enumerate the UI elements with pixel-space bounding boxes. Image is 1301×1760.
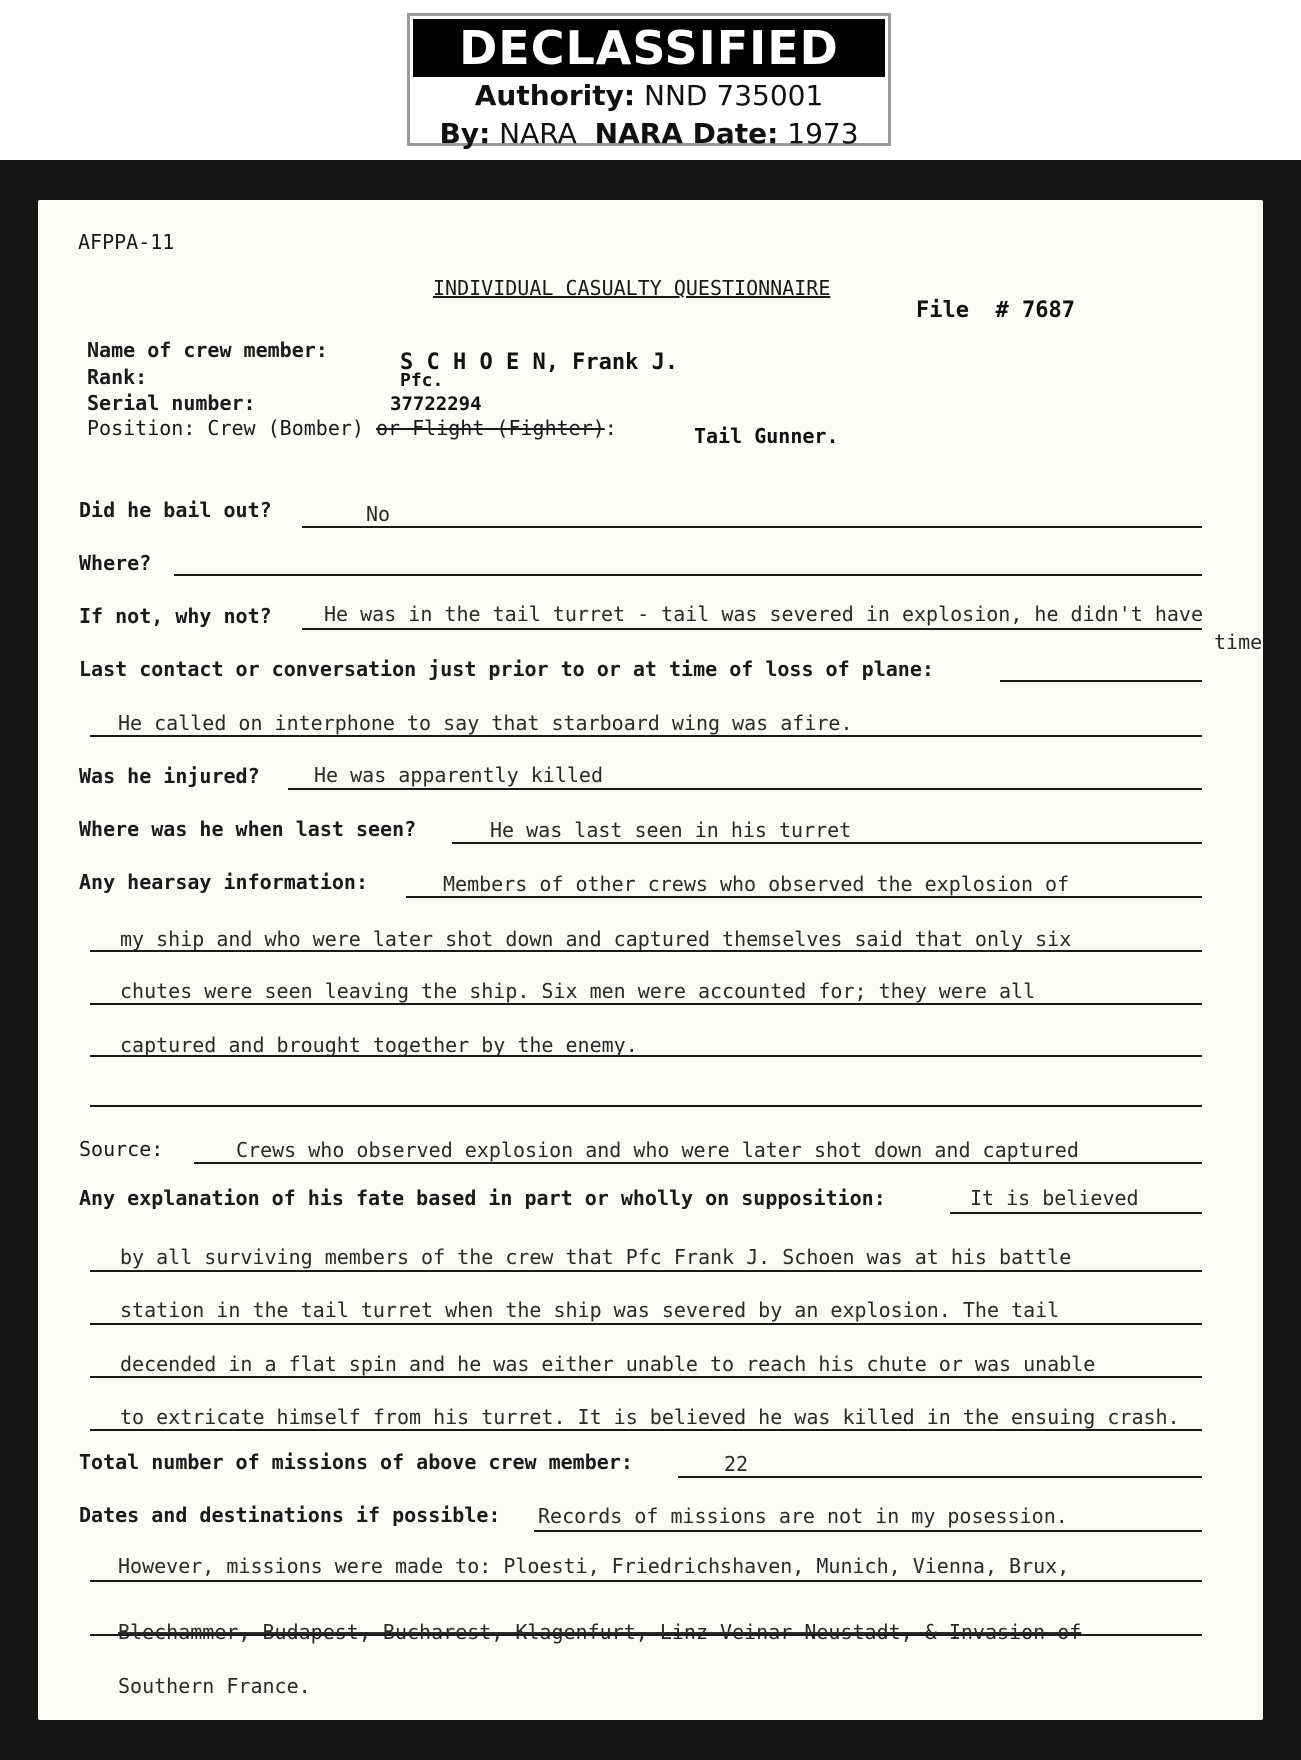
rank-value: Pfc. [400,370,444,391]
explanation-rule-1 [90,1270,1202,1272]
dates-rule-2 [90,1634,1202,1636]
hearsay-line-4: captured and brought together by the enemy. [120,1033,638,1057]
questionnaire-page [38,200,1263,1720]
explanation-rule-0 [950,1212,1202,1214]
hearsay-rule-1 [406,896,1202,898]
explanation-line-4: to extricate himself from his turret. It is believed he was killed in the ensuing crash. [120,1405,1180,1429]
declassified-stamp [407,13,891,150]
file-number: File # 7687 [916,298,1075,323]
where-label: Where? [79,551,152,575]
hearsay-rule-3 [90,1003,1202,1005]
explanation-rule-4 [90,1429,1202,1431]
lastseen-value: He was last seen in his turret [490,818,852,842]
serial-label: Serial number: [87,391,256,415]
position-label: Position: Crew (Bomber) or Flight (Fighter): [87,416,617,440]
hearsay-rule-2 [90,950,1202,952]
stamp-authority: Authority: NND 735001 [474,79,824,112]
stamp-by-date: By: NARA NARA Date: 1973 [439,117,859,150]
why-value-cont: time [1214,630,1263,654]
explanation-rule-2 [90,1323,1202,1325]
injured-label: Was he injured? [79,764,260,788]
explanation-label: Any explanation of his fate based in part or wholly on supposition: [79,1186,886,1210]
injured-rule [288,788,1202,790]
dates-line-2: Blechammer, Budapest, Bucharest, Klagenfurt, Linz Veinar Neustadt, & Invasion of [118,1620,1082,1644]
contact-rule-1 [1000,680,1202,682]
contact-value: He called on interphone to say that starboard wing was afire. [118,711,853,735]
name-value: S C H O E N, Frank J. [400,350,679,375]
dates-first: Records of missions are not in my posession. [538,1504,1068,1528]
why-rule [302,628,1202,630]
contact-rule-2 [90,735,1202,737]
source-rule [194,1162,1202,1164]
missions-label: Total number of missions of above crew member: [79,1450,633,1474]
explanation-line-3: decended in a flat spin and he was either unable to reach his chute or was unable [120,1352,1096,1376]
missions-value: 22 [724,1452,749,1476]
dates-rule-0 [534,1530,1202,1532]
where-rule [174,574,1202,576]
missions-rule [678,1476,1202,1478]
bail-value: No [366,502,391,526]
injured-value: He was apparently killed [314,763,603,787]
source-label: Source: [79,1137,164,1161]
lastseen-label: Where was he when last seen? [79,817,417,841]
explanation-first: It is believed [970,1186,1139,1210]
hearsay-rule-5 [90,1105,1202,1107]
hearsay-line-2: my ship and who were later shot down and captured themselves said that only six [120,927,1072,951]
lastseen-rule [452,842,1202,844]
form-title: INDIVIDUAL CASUALTY QUESTIONNAIRE [433,276,831,300]
serial-value: 37722294 [390,393,482,415]
position-value: Tail Gunner. [694,424,839,448]
name-label: Name of crew member: [87,338,328,362]
stamp-title: DECLASSIFIED [413,19,885,77]
why-label: If not, why not? [79,604,272,628]
why-value: He was in the tail turret - tail was severed in explosion, he didn't have [324,602,1203,626]
hearsay-line-3: chutes were seen leaving the ship. Six men were accounted for; they were all [120,979,1036,1003]
rank-label: Rank: [87,365,148,389]
dates-line-1: However, missions were made to: Ploesti, Friedrichshaven, Munich, Vienna, Brux, [118,1554,1070,1578]
hearsay-label: Any hearsay information: [79,870,368,894]
hearsay-line-1: Members of other crews who observed the explosion of [443,872,1070,896]
hearsay-rule-4 [90,1055,1202,1057]
explanation-rule-3 [90,1376,1202,1378]
dates-rule-1 [90,1580,1202,1582]
explanation-line-1: by all surviving members of the crew that Pfc Frank J. Schoen was at his battle [120,1245,1072,1269]
contact-label: Last contact or conversation just prior to or at time of loss of plane: [79,657,934,681]
dates-line-3: Southern France. [118,1674,311,1698]
form-code: AFPPA-11 [78,230,175,254]
bail-rule [302,526,1202,528]
source-value: Crews who observed explosion and who were later shot down and captured [236,1138,1079,1162]
explanation-line-2: station in the tail turret when the ship was severed by an explosion. The tail [120,1298,1060,1322]
dates-label: Dates and destinations if possible: [79,1503,501,1527]
bail-label: Did he bail out? [79,498,272,522]
